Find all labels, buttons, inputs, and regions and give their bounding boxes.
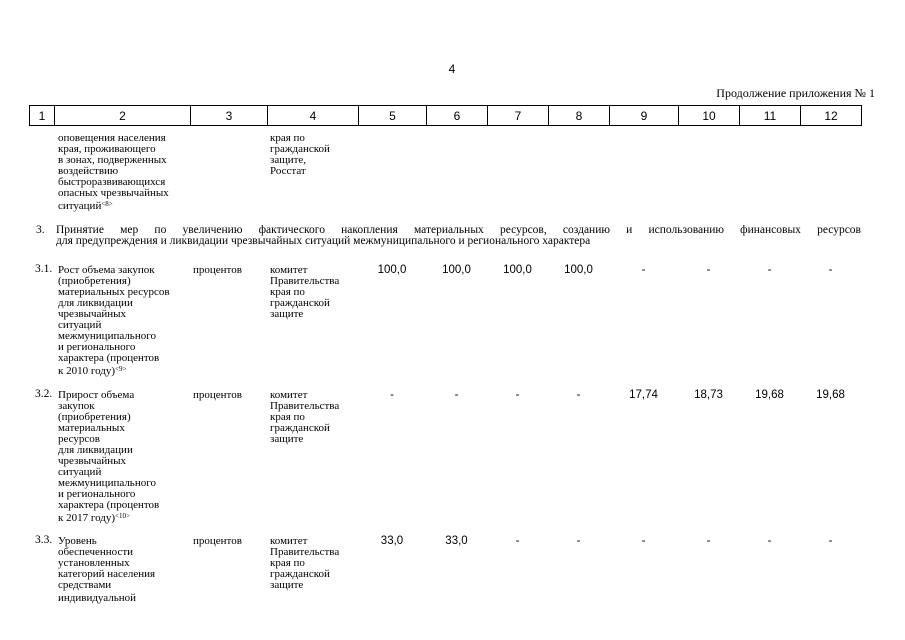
row-value-2017: 100,0: [564, 264, 593, 276]
row-name: Прирост объема закупок (приобретения) материальных ресурсов для ликвидации чрезвычайных ситуаций межмуниципального и регионального характера (процентов к 2017 году)$^{<10>}$: [58, 389, 160, 524]
cont-row-name: оповещения населения края, проживающего в зонах, подверженных воздействию быстроразвивающихся опасных чрезвычайных ситуаций$^{<8>}$: [58, 132, 169, 212]
row-value-2015: -: [454, 389, 459, 401]
row-responsible: комитет Правительства края по гражданской защите: [270, 264, 340, 320]
header-col-1: 1: [30, 106, 55, 126]
row-index: 3.1.: [35, 263, 53, 275]
row-value-2017: -: [576, 535, 581, 547]
header-col-12: 12: [801, 106, 862, 126]
section-index: 3.: [36, 224, 45, 236]
row-name: Рост объема закупок (приобретения) материальных ресурсов для ликвидации чрезвычайных ситуаций межмуниципального и регионального характера (процентов к 2010 году)$^{<9>}$: [58, 264, 170, 377]
row-value-2016: -: [515, 535, 520, 547]
row-value-2016: 100,0: [503, 264, 532, 276]
row-value-2014: 33,0: [380, 535, 404, 547]
row-value-2016: -: [515, 389, 520, 401]
row-value-2021: -: [828, 535, 833, 547]
continuation-label: Продолжение приложения № 1: [716, 86, 875, 100]
row-value-2018: -: [641, 264, 646, 276]
header-col-2: 2: [55, 106, 191, 126]
header-col-6: 6: [427, 106, 488, 126]
row-unit: процентов: [193, 535, 242, 547]
header-col-11: 11: [740, 106, 801, 126]
row-value-2019: 18,73: [694, 389, 723, 401]
header-col-8: 8: [549, 106, 610, 126]
header-col-3: 3: [191, 106, 268, 126]
section-title-line1: Принятие мер по увеличению фактического накопления материальных ресурсов, созданию и использованию финансовых ресурсов: [56, 224, 861, 236]
row-value-2021: 19,68: [816, 389, 845, 401]
row-value-2015: 100,0: [442, 264, 471, 276]
header-col-9: 9: [610, 106, 679, 126]
row-value-2014: -: [390, 389, 394, 401]
row-value-2020: 19,68: [755, 389, 784, 401]
header-col-10: 10: [679, 106, 740, 126]
row-name: Уровень обеспеченности установленных категорий населения средствами индивидуальной: [58, 535, 156, 604]
row-value-2018: -: [641, 535, 646, 547]
page-number: 4: [448, 62, 456, 76]
table-header-row: [29, 105, 862, 126]
cont-row-responsible: края по гражданской защите, Росстат: [270, 132, 330, 177]
row-value-2019: -: [706, 264, 711, 276]
row-value-2015: 33,0: [445, 535, 468, 547]
row-value-2018: 17,74: [629, 389, 658, 401]
row-value-2019: -: [706, 535, 711, 547]
row-value-2021: -: [828, 264, 833, 276]
row-index: 3.3.: [35, 534, 53, 546]
row-unit: процентов: [193, 389, 242, 401]
row-value-2014: 100,0: [377, 264, 407, 276]
row-unit: процентов: [193, 264, 242, 276]
row-responsible: комитет Правительства края по гражданской защите: [270, 389, 340, 445]
row-value-2017: -: [576, 389, 581, 401]
header-col-7: 7: [488, 106, 549, 126]
section-title-line2: для предупреждения и ликвидации чрезвычайных ситуаций межмуниципального и регионального характера: [56, 235, 591, 247]
row-value-2020: -: [767, 264, 772, 276]
header-col-5: 5: [359, 106, 427, 126]
row-value-2020: -: [767, 535, 772, 547]
row-index: 3.2.: [35, 388, 53, 400]
header-col-4: 4: [268, 106, 359, 126]
row-responsible: комитет Правительства края по гражданской защите: [270, 535, 340, 591]
